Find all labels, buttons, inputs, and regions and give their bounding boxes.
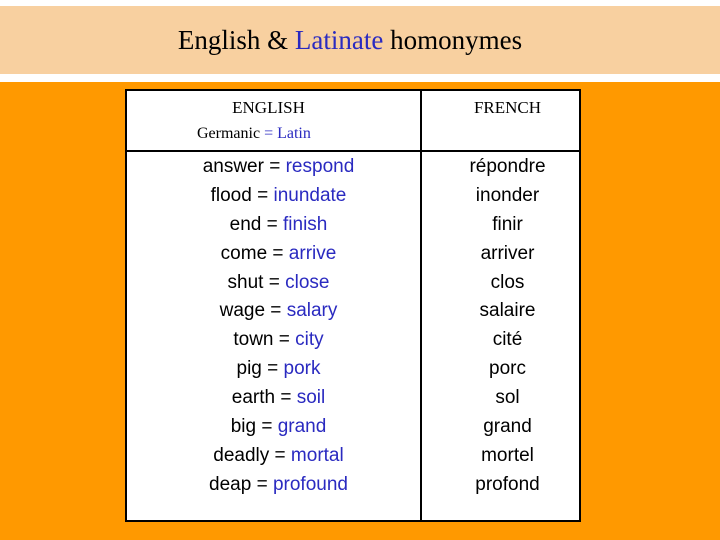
- equals-sign: =: [275, 387, 297, 409]
- latin-word: pork: [283, 358, 321, 380]
- header-divider: [127, 150, 579, 152]
- equals-sign: =: [261, 213, 283, 235]
- table-row-english: [132, 269, 425, 298]
- latin-word: grand: [277, 416, 327, 438]
- title-part-homonymes: homonymes: [383, 24, 523, 55]
- equals-sign: =: [267, 242, 289, 264]
- header-subtitle: [197, 125, 311, 143]
- table-row-french: mortel: [481, 444, 534, 466]
- subheader-latin: Latin: [277, 125, 311, 142]
- table-row-french: salaire: [479, 300, 536, 322]
- equals-sign: =: [251, 473, 273, 495]
- subheader-equals: =: [260, 125, 278, 142]
- slide-title: [178, 25, 522, 56]
- table-row-french: cité: [492, 329, 523, 351]
- germanic-word: pig: [236, 358, 262, 380]
- homonym-table: [125, 89, 581, 522]
- latin-word: soil: [296, 387, 326, 409]
- equals-sign: =: [269, 444, 291, 466]
- equals-sign: =: [263, 156, 286, 177]
- latin-word: finish: [283, 213, 328, 235]
- latin-word: profound: [272, 473, 348, 495]
- table-row-english: [132, 442, 425, 471]
- table-row-french: grand: [483, 416, 532, 438]
- equals-sign: =: [251, 184, 274, 206]
- header-french: FRENCH: [473, 98, 542, 117]
- germanic-word: flood: [210, 184, 252, 206]
- table-row-english: [132, 153, 425, 182]
- germanic-word: deadly: [213, 444, 270, 466]
- table-row-english: [132, 384, 425, 413]
- table-row-english: [132, 326, 425, 355]
- latin-word: city: [295, 329, 324, 351]
- table-row-french: répondre: [469, 156, 546, 177]
- equals-sign: =: [263, 271, 286, 293]
- title-band: [0, 6, 720, 74]
- table-row-english: [132, 297, 425, 326]
- table-row-english: [132, 355, 425, 384]
- english-column: [132, 153, 425, 500]
- table-row-french: clos: [490, 271, 525, 293]
- latin-word: mortal: [290, 444, 344, 466]
- title-part-latinate: Latinate: [294, 24, 384, 55]
- table-row-english: [132, 413, 425, 442]
- latin-word: inundate: [273, 184, 347, 206]
- latin-word: salary: [286, 300, 338, 322]
- germanic-word: deap: [209, 473, 252, 495]
- germanic-word: big: [230, 416, 257, 438]
- germanic-word: earth: [231, 387, 276, 409]
- table-row-english: [132, 240, 425, 269]
- table-row-french: inonder: [475, 184, 540, 206]
- germanic-word: town: [233, 329, 274, 351]
- equals-sign: =: [261, 358, 284, 380]
- table-row-english: [132, 182, 425, 211]
- germanic-word: shut: [227, 271, 264, 293]
- equals-sign: =: [273, 329, 296, 351]
- subheader-germanic: Germanic: [197, 125, 261, 142]
- germanic-word: wage: [219, 300, 266, 322]
- table-row-french: profond: [475, 473, 540, 495]
- latin-word: close: [285, 271, 330, 293]
- title-part-english: English &: [177, 24, 295, 55]
- table-row-french: sol: [495, 387, 520, 409]
- table-row-english: [132, 471, 425, 500]
- latin-word: respond: [285, 156, 355, 177]
- equals-sign: =: [265, 300, 287, 322]
- table-row-french: porc: [489, 358, 526, 380]
- table-row-french: finir: [492, 213, 523, 235]
- equals-sign: =: [256, 416, 278, 438]
- latin-word: arrive: [288, 242, 337, 264]
- germanic-word: end: [229, 213, 262, 235]
- header-english: ENGLISH: [232, 98, 305, 117]
- table-row-french: arriver: [480, 242, 535, 264]
- table-row-english: [132, 211, 425, 240]
- germanic-word: answer: [202, 156, 264, 177]
- germanic-word: come: [220, 242, 268, 264]
- french-column: [428, 153, 587, 500]
